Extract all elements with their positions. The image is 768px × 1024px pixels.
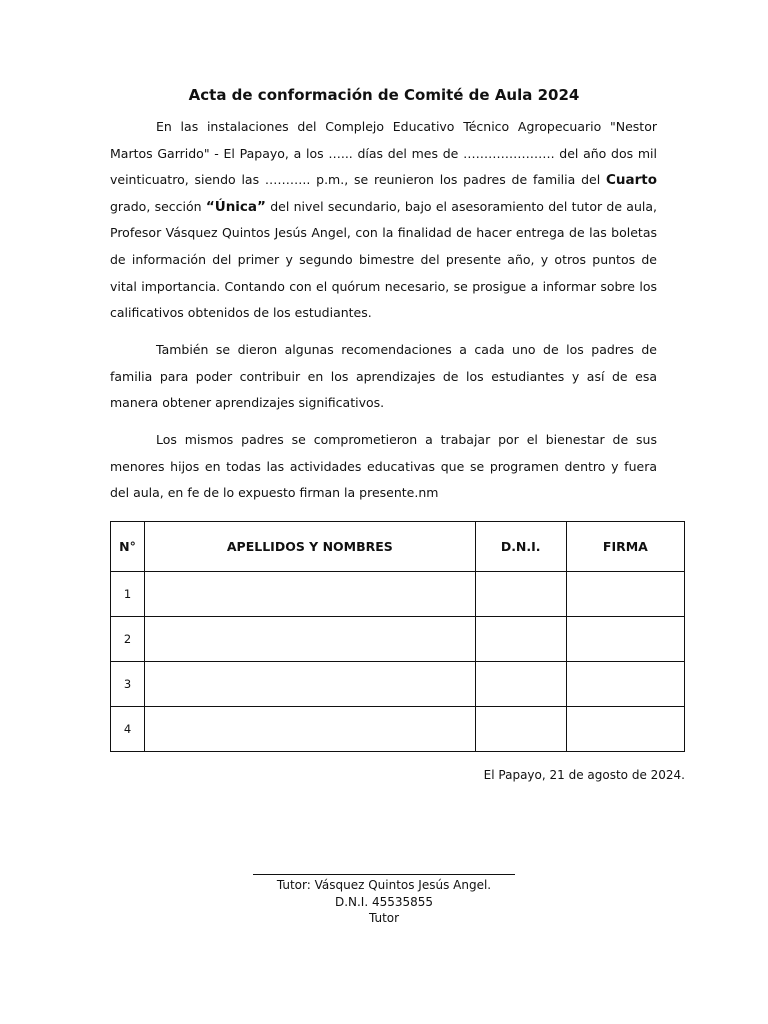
paragraph-recommendations	[110, 337, 657, 417]
header-dni: D.N.I.	[475, 522, 566, 572]
header-names: APELLIDOS Y NOMBRES	[145, 522, 476, 572]
paragraph-commitment-text: Los mismos padres se comprometieron a trabajar por el bienestar de sus menores hijos en todas las actividades educativas que se programen dentro y fuera del aula, en fe de lo expuesto firman la presente.nm	[110, 432, 657, 501]
firma-cell	[566, 707, 684, 752]
dni-cell	[475, 617, 566, 662]
paragraph-commitment	[110, 427, 657, 507]
header-firma: FIRMA	[566, 522, 684, 572]
row-number: 1	[111, 572, 145, 617]
seccion-value: “Única”	[205, 198, 266, 215]
signature-block	[184, 877, 584, 927]
name-cell	[145, 662, 476, 707]
dni-cell	[475, 707, 566, 752]
table-row	[111, 662, 685, 707]
dni-cell	[475, 572, 566, 617]
paragraph-meeting-text-middle: grado, sección	[110, 198, 202, 214]
paragraph-meeting-details	[110, 114, 657, 327]
signature-table	[110, 521, 685, 752]
tutor-dni: D.N.I. 45535855	[334, 894, 434, 909]
document-title: Acta de conformación de Comité de Aula 2024	[188, 86, 580, 104]
dni-cell	[475, 662, 566, 707]
name-cell	[145, 617, 476, 662]
table-header-row	[111, 522, 685, 572]
table-row	[111, 707, 685, 752]
paragraph-meeting-text-end: del nivel secundario, bajo el asesoramiento del tutor de aula, Profesor Vásquez Quintos Jesús Angel, con la finalidad de hacer entrega de las boletas de información del primer y segundo bimestre del presente año, y otros puntos de vital importancia. Contando con el quórum necesario, se prosigue a informar sobre los calificativos obtenidos de los estudiantes.	[110, 198, 657, 321]
paragraph-recommendations-text: También se dieron algunas recomendaciones a cada uno de los padres de familia para poder contribuir en los aprendizajes de los estudiantes y así de esa manera obtener aprendizajes significativos.	[110, 342, 657, 411]
signature-line	[253, 874, 515, 875]
tutor-name: Tutor: Vásquez Quintos Jesús Angel.	[276, 878, 492, 892]
name-cell	[145, 572, 476, 617]
table-row	[111, 617, 685, 662]
tutor-role: Tutor	[368, 911, 400, 925]
firma-cell	[566, 617, 684, 662]
date-line: El Papayo, 21 de agosto de 2024.	[483, 768, 685, 782]
row-number: 4	[111, 707, 145, 752]
row-number: 3	[111, 662, 145, 707]
firma-cell	[566, 662, 684, 707]
header-number: N°	[111, 522, 145, 572]
table-row	[111, 572, 685, 617]
paragraph-meeting-text-start: En las instalaciones del Complejo Educativo Técnico Agropecuario "Nestor Martos Garrido" - El Papayo, a los …... días del mes de …………………. del año dos mil veinticuatro, siendo las ……….. p.m., se reunieron los padres de familia del	[110, 119, 657, 188]
row-number: 2	[111, 617, 145, 662]
name-cell	[145, 707, 476, 752]
firma-cell	[566, 572, 684, 617]
grado-value: Cuarto	[605, 172, 657, 189]
